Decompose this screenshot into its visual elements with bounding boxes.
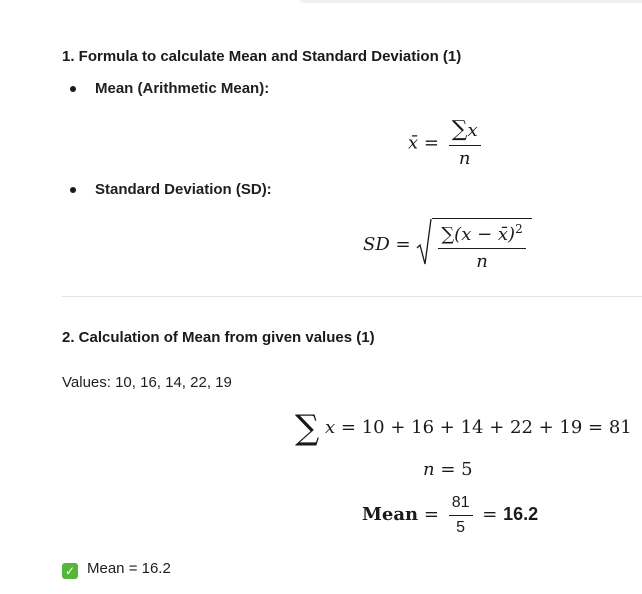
bullet-dot-icon: [70, 86, 76, 92]
mean-equation: [362, 494, 538, 536]
bullet-sd-label: Standard Deviation (SD):: [95, 181, 272, 198]
sd-formula-lhs: SD: [363, 233, 390, 255]
bullet-sd: [70, 181, 272, 198]
top-scroll-edge: [300, 0, 642, 3]
mean-fraction-den: 5: [456, 518, 466, 536]
sqrt-radical: [416, 218, 531, 272]
section-divider: [62, 296, 642, 297]
sd-formula: [363, 218, 532, 272]
mean-equals: =: [423, 504, 439, 526]
bullet-dot-icon: [70, 187, 76, 193]
sigma-icon: ∑: [451, 117, 468, 142]
sd-formula-num: ∑(x − x̄): [441, 224, 516, 245]
section-2-heading: 2. Calculation of Mean from given values (1): [62, 329, 375, 346]
bullet-mean: [70, 80, 269, 97]
check-mark-icon: ✓: [62, 563, 78, 579]
sum-rhs: = 10 + 16 + 14 + 22 + 19 = 81: [340, 417, 632, 438]
mean-formula-den: n: [458, 148, 471, 170]
mean-formula-fraction: [449, 118, 481, 169]
section-1-heading: 1. Formula to calculate Mean and Standard Deviation (1): [62, 48, 462, 65]
mean-fraction-num: 81: [449, 494, 473, 516]
n-equation: [423, 459, 473, 480]
sum-equation: [295, 408, 632, 448]
sqrt-icon: [416, 218, 432, 266]
mean-formula-lhs: x̄: [408, 132, 419, 154]
bullet-mean-label: Mean (Arithmetic Mean):: [95, 80, 270, 97]
values-text: Values: 10, 16, 14, 22, 19: [62, 374, 232, 391]
sum-var: x: [325, 417, 336, 438]
sd-formula-exponent: 2: [515, 222, 523, 236]
mean-label: Mean: [362, 504, 419, 526]
sigma-icon: ∑: [295, 408, 320, 448]
result-line: [62, 560, 171, 579]
result-text: Mean = 16.2: [87, 560, 171, 577]
n-rhs: = 5: [440, 459, 473, 480]
mean-fraction: [449, 494, 473, 536]
sd-formula-den: n: [476, 250, 488, 272]
sd-formula-equals: =: [395, 233, 411, 255]
mean-formula-num-var: x: [467, 120, 478, 141]
mean-formula: [408, 118, 485, 169]
sd-formula-fraction: [438, 223, 525, 272]
mean-formula-equals: =: [423, 132, 439, 154]
mean-result-equals: =: [482, 504, 498, 526]
n-var: n: [423, 459, 435, 480]
mean-result: 16.2: [503, 504, 539, 525]
